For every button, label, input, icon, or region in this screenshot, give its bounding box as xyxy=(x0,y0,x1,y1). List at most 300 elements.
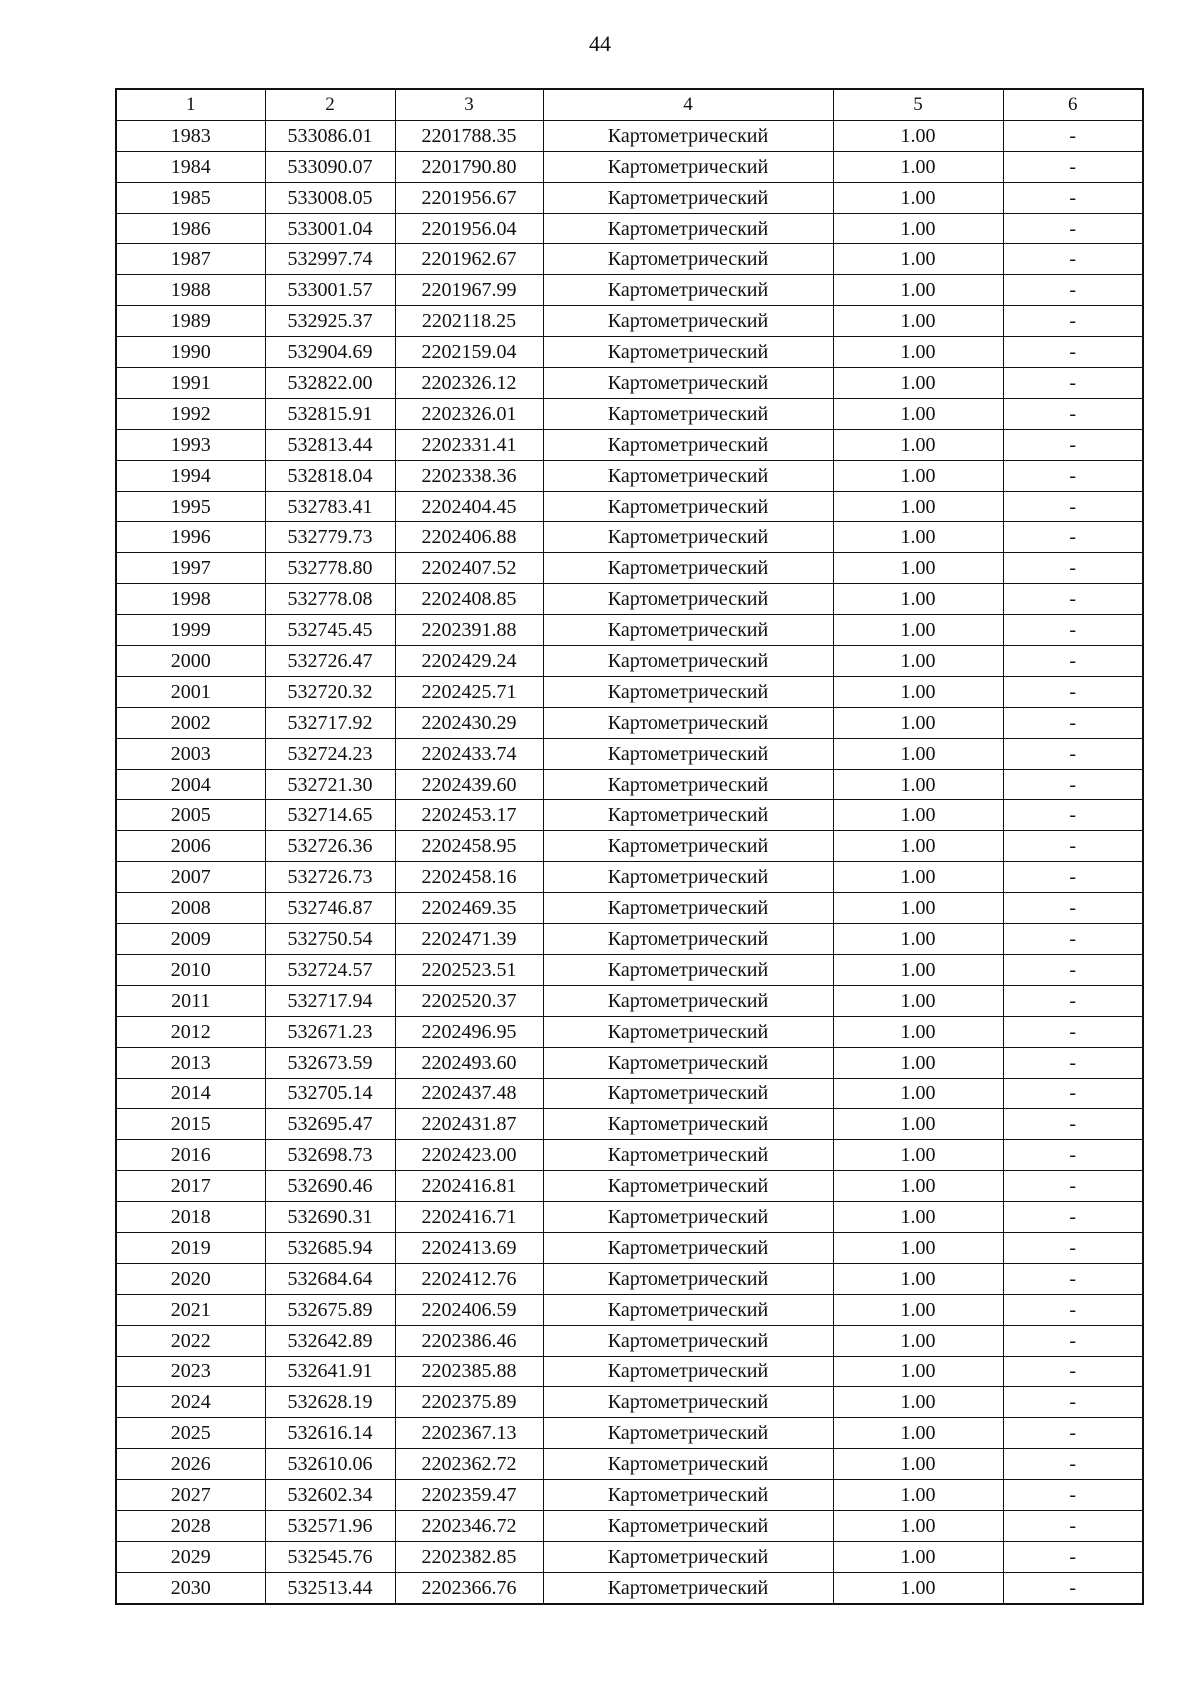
table-row xyxy=(116,275,1143,306)
accuracy-cell: 1.00 xyxy=(833,1449,1003,1480)
table-row xyxy=(116,429,1143,460)
point-number-cell: 2011 xyxy=(116,985,265,1016)
point-number-cell: 2005 xyxy=(116,800,265,831)
point-number-cell: 2009 xyxy=(116,924,265,955)
method-cell: Картометрический xyxy=(543,275,833,306)
table-row xyxy=(116,1263,1143,1294)
accuracy-cell: 1.00 xyxy=(833,646,1003,677)
x-coordinate-cell: 532904.69 xyxy=(265,337,395,368)
note-cell: - xyxy=(1003,1510,1143,1541)
note-cell: - xyxy=(1003,244,1143,275)
note-cell: - xyxy=(1003,676,1143,707)
y-coordinate-cell: 2202326.12 xyxy=(395,368,543,399)
x-coordinate-cell: 532815.91 xyxy=(265,398,395,429)
point-number-cell: 2019 xyxy=(116,1232,265,1263)
note-cell: - xyxy=(1003,120,1143,151)
y-coordinate-cell: 2202496.95 xyxy=(395,1016,543,1047)
x-coordinate-cell: 532690.31 xyxy=(265,1202,395,1233)
table-row xyxy=(116,368,1143,399)
note-cell: - xyxy=(1003,1078,1143,1109)
table-row xyxy=(116,1202,1143,1233)
y-coordinate-cell: 2202391.88 xyxy=(395,615,543,646)
table-row xyxy=(116,1232,1143,1263)
table-row xyxy=(116,615,1143,646)
table-row xyxy=(116,831,1143,862)
y-coordinate-cell: 2202382.85 xyxy=(395,1541,543,1572)
note-cell: - xyxy=(1003,1418,1143,1449)
x-coordinate-cell: 532616.14 xyxy=(265,1418,395,1449)
accuracy-cell: 1.00 xyxy=(833,337,1003,368)
accuracy-cell: 1.00 xyxy=(833,1016,1003,1047)
accuracy-cell: 1.00 xyxy=(833,584,1003,615)
table-row xyxy=(116,120,1143,151)
y-coordinate-cell: 2202331.41 xyxy=(395,429,543,460)
table-row xyxy=(116,398,1143,429)
method-cell: Картометрический xyxy=(543,862,833,893)
y-coordinate-cell: 2201790.80 xyxy=(395,151,543,182)
point-number-cell: 2024 xyxy=(116,1387,265,1418)
note-cell: - xyxy=(1003,985,1143,1016)
method-cell: Картометрический xyxy=(543,553,833,584)
x-coordinate-cell: 532671.23 xyxy=(265,1016,395,1047)
y-coordinate-cell: 2202367.13 xyxy=(395,1418,543,1449)
accuracy-cell: 1.00 xyxy=(833,1140,1003,1171)
y-coordinate-cell: 2202413.69 xyxy=(395,1232,543,1263)
x-coordinate-cell: 532997.74 xyxy=(265,244,395,275)
method-cell: Картометрический xyxy=(543,615,833,646)
accuracy-cell: 1.00 xyxy=(833,522,1003,553)
x-coordinate-cell: 532745.45 xyxy=(265,615,395,646)
point-number-cell: 1989 xyxy=(116,306,265,337)
y-coordinate-cell: 2202431.87 xyxy=(395,1109,543,1140)
table-header-row xyxy=(116,89,1143,120)
method-cell: Картометрический xyxy=(543,738,833,769)
accuracy-cell: 1.00 xyxy=(833,1418,1003,1449)
point-number-cell: 2028 xyxy=(116,1510,265,1541)
point-number-cell: 2021 xyxy=(116,1294,265,1325)
method-cell: Картометрический xyxy=(543,769,833,800)
y-coordinate-cell: 2202366.76 xyxy=(395,1572,543,1603)
accuracy-cell: 1.00 xyxy=(833,924,1003,955)
method-cell: Картометрический xyxy=(543,831,833,862)
method-cell: Картометрический xyxy=(543,213,833,244)
method-cell: Картометрический xyxy=(543,1387,833,1418)
point-number-cell: 2020 xyxy=(116,1263,265,1294)
y-coordinate-cell: 2202493.60 xyxy=(395,1047,543,1078)
accuracy-cell: 1.00 xyxy=(833,151,1003,182)
table-row xyxy=(116,676,1143,707)
note-cell: - xyxy=(1003,615,1143,646)
note-cell: - xyxy=(1003,182,1143,213)
method-cell: Картометрический xyxy=(543,368,833,399)
x-coordinate-cell: 532724.57 xyxy=(265,954,395,985)
method-cell: Картометрический xyxy=(543,1078,833,1109)
table-row xyxy=(116,1356,1143,1387)
x-coordinate-cell: 532717.94 xyxy=(265,985,395,1016)
accuracy-cell: 1.00 xyxy=(833,398,1003,429)
point-number-cell: 2007 xyxy=(116,862,265,893)
point-number-cell: 1983 xyxy=(116,120,265,151)
method-cell: Картометрический xyxy=(543,491,833,522)
point-number-cell: 1988 xyxy=(116,275,265,306)
column-header: 6 xyxy=(1003,89,1143,120)
method-cell: Картометрический xyxy=(543,522,833,553)
accuracy-cell: 1.00 xyxy=(833,368,1003,399)
x-coordinate-cell: 532690.46 xyxy=(265,1171,395,1202)
point-number-cell: 2027 xyxy=(116,1480,265,1511)
y-coordinate-cell: 2202416.71 xyxy=(395,1202,543,1233)
table-row xyxy=(116,738,1143,769)
accuracy-cell: 1.00 xyxy=(833,1356,1003,1387)
y-coordinate-cell: 2202429.24 xyxy=(395,646,543,677)
method-cell: Картометрический xyxy=(543,1541,833,1572)
y-coordinate-cell: 2202458.16 xyxy=(395,862,543,893)
point-number-cell: 2022 xyxy=(116,1325,265,1356)
y-coordinate-cell: 2202338.36 xyxy=(395,460,543,491)
x-coordinate-cell: 532726.73 xyxy=(265,862,395,893)
y-coordinate-cell: 2201967.99 xyxy=(395,275,543,306)
note-cell: - xyxy=(1003,1047,1143,1078)
x-coordinate-cell: 532695.47 xyxy=(265,1109,395,1140)
x-coordinate-cell: 532571.96 xyxy=(265,1510,395,1541)
point-number-cell: 1999 xyxy=(116,615,265,646)
accuracy-cell: 1.00 xyxy=(833,831,1003,862)
y-coordinate-cell: 2202471.39 xyxy=(395,924,543,955)
table-row xyxy=(116,769,1143,800)
y-coordinate-cell: 2202523.51 xyxy=(395,954,543,985)
note-cell: - xyxy=(1003,553,1143,584)
y-coordinate-cell: 2202386.46 xyxy=(395,1325,543,1356)
table-row xyxy=(116,1294,1143,1325)
x-coordinate-cell: 532818.04 xyxy=(265,460,395,491)
method-cell: Картометрический xyxy=(543,893,833,924)
accuracy-cell: 1.00 xyxy=(833,213,1003,244)
y-coordinate-cell: 2202425.71 xyxy=(395,676,543,707)
x-coordinate-cell: 532641.91 xyxy=(265,1356,395,1387)
note-cell: - xyxy=(1003,1572,1143,1603)
column-header: 1 xyxy=(116,89,265,120)
accuracy-cell: 1.00 xyxy=(833,491,1003,522)
x-coordinate-cell: 532721.30 xyxy=(265,769,395,800)
accuracy-cell: 1.00 xyxy=(833,1232,1003,1263)
accuracy-cell: 1.00 xyxy=(833,460,1003,491)
note-cell: - xyxy=(1003,213,1143,244)
table-row xyxy=(116,1109,1143,1140)
point-number-cell: 1984 xyxy=(116,151,265,182)
accuracy-cell: 1.00 xyxy=(833,182,1003,213)
table-row xyxy=(116,584,1143,615)
note-cell: - xyxy=(1003,1294,1143,1325)
table-row xyxy=(116,1325,1143,1356)
table-row xyxy=(116,1418,1143,1449)
method-cell: Картометрический xyxy=(543,244,833,275)
point-number-cell: 2002 xyxy=(116,707,265,738)
table-row xyxy=(116,244,1143,275)
x-coordinate-cell: 532726.36 xyxy=(265,831,395,862)
y-coordinate-cell: 2201788.35 xyxy=(395,120,543,151)
point-number-cell: 2023 xyxy=(116,1356,265,1387)
note-cell: - xyxy=(1003,1140,1143,1171)
table-row xyxy=(116,862,1143,893)
x-coordinate-cell: 532778.08 xyxy=(265,584,395,615)
y-coordinate-cell: 2202453.17 xyxy=(395,800,543,831)
x-coordinate-cell: 533090.07 xyxy=(265,151,395,182)
table-row xyxy=(116,1016,1143,1047)
x-coordinate-cell: 532779.73 xyxy=(265,522,395,553)
method-cell: Картометрический xyxy=(543,1047,833,1078)
table-row xyxy=(116,1140,1143,1171)
note-cell: - xyxy=(1003,491,1143,522)
x-coordinate-cell: 532698.73 xyxy=(265,1140,395,1171)
y-coordinate-cell: 2202375.89 xyxy=(395,1387,543,1418)
table-row xyxy=(116,182,1143,213)
accuracy-cell: 1.00 xyxy=(833,120,1003,151)
accuracy-cell: 1.00 xyxy=(833,553,1003,584)
accuracy-cell: 1.00 xyxy=(833,1294,1003,1325)
x-coordinate-cell: 533008.05 xyxy=(265,182,395,213)
method-cell: Картометрический xyxy=(543,1325,833,1356)
note-cell: - xyxy=(1003,1356,1143,1387)
point-number-cell: 2013 xyxy=(116,1047,265,1078)
y-coordinate-cell: 2202406.88 xyxy=(395,522,543,553)
note-cell: - xyxy=(1003,831,1143,862)
note-cell: - xyxy=(1003,893,1143,924)
accuracy-cell: 1.00 xyxy=(833,275,1003,306)
note-cell: - xyxy=(1003,738,1143,769)
y-coordinate-cell: 2202423.00 xyxy=(395,1140,543,1171)
table-row xyxy=(116,1480,1143,1511)
table-body xyxy=(116,120,1143,1603)
accuracy-cell: 1.00 xyxy=(833,615,1003,646)
y-coordinate-cell: 2202346.72 xyxy=(395,1510,543,1541)
method-cell: Картометрический xyxy=(543,1510,833,1541)
accuracy-cell: 1.00 xyxy=(833,429,1003,460)
accuracy-cell: 1.00 xyxy=(833,1387,1003,1418)
table-row xyxy=(116,985,1143,1016)
x-coordinate-cell: 533001.04 xyxy=(265,213,395,244)
method-cell: Картометрический xyxy=(543,1140,833,1171)
column-header: 5 xyxy=(833,89,1003,120)
column-header: 2 xyxy=(265,89,395,120)
x-coordinate-cell: 532813.44 xyxy=(265,429,395,460)
point-number-cell: 1985 xyxy=(116,182,265,213)
x-coordinate-cell: 532724.23 xyxy=(265,738,395,769)
accuracy-cell: 1.00 xyxy=(833,707,1003,738)
table-row xyxy=(116,646,1143,677)
point-number-cell: 2000 xyxy=(116,646,265,677)
method-cell: Картометрический xyxy=(543,1109,833,1140)
y-coordinate-cell: 2202407.52 xyxy=(395,553,543,584)
column-header: 4 xyxy=(543,89,833,120)
y-coordinate-cell: 2202416.81 xyxy=(395,1171,543,1202)
table-row xyxy=(116,800,1143,831)
point-number-cell: 2018 xyxy=(116,1202,265,1233)
x-coordinate-cell: 532705.14 xyxy=(265,1078,395,1109)
table-row xyxy=(116,1541,1143,1572)
note-cell: - xyxy=(1003,1449,1143,1480)
note-cell: - xyxy=(1003,584,1143,615)
note-cell: - xyxy=(1003,707,1143,738)
note-cell: - xyxy=(1003,1541,1143,1572)
accuracy-cell: 1.00 xyxy=(833,244,1003,275)
x-coordinate-cell: 532628.19 xyxy=(265,1387,395,1418)
table-row xyxy=(116,1078,1143,1109)
y-coordinate-cell: 2202404.45 xyxy=(395,491,543,522)
method-cell: Картометрический xyxy=(543,1356,833,1387)
note-cell: - xyxy=(1003,1263,1143,1294)
accuracy-cell: 1.00 xyxy=(833,954,1003,985)
method-cell: Картометрический xyxy=(543,337,833,368)
method-cell: Картометрический xyxy=(543,954,833,985)
accuracy-cell: 1.00 xyxy=(833,862,1003,893)
method-cell: Картометрический xyxy=(543,1294,833,1325)
y-coordinate-cell: 2202469.35 xyxy=(395,893,543,924)
note-cell: - xyxy=(1003,1387,1143,1418)
method-cell: Картометрический xyxy=(543,1171,833,1202)
point-number-cell: 1993 xyxy=(116,429,265,460)
point-number-cell: 2015 xyxy=(116,1109,265,1140)
y-coordinate-cell: 2202437.48 xyxy=(395,1078,543,1109)
point-number-cell: 1992 xyxy=(116,398,265,429)
table-row xyxy=(116,306,1143,337)
note-cell: - xyxy=(1003,646,1143,677)
accuracy-cell: 1.00 xyxy=(833,1263,1003,1294)
x-coordinate-cell: 532685.94 xyxy=(265,1232,395,1263)
method-cell: Картометрический xyxy=(543,398,833,429)
table-row xyxy=(116,1387,1143,1418)
x-coordinate-cell: 532720.32 xyxy=(265,676,395,707)
y-coordinate-cell: 2202326.01 xyxy=(395,398,543,429)
accuracy-cell: 1.00 xyxy=(833,1171,1003,1202)
table-row xyxy=(116,1047,1143,1078)
coordinates-table xyxy=(115,88,1144,1605)
table-row xyxy=(116,924,1143,955)
table-row xyxy=(116,1572,1143,1603)
method-cell: Картометрический xyxy=(543,306,833,337)
note-cell: - xyxy=(1003,1480,1143,1511)
table-row xyxy=(116,491,1143,522)
y-coordinate-cell: 2202430.29 xyxy=(395,707,543,738)
accuracy-cell: 1.00 xyxy=(833,985,1003,1016)
method-cell: Картометрический xyxy=(543,1572,833,1603)
note-cell: - xyxy=(1003,522,1143,553)
y-coordinate-cell: 2202439.60 xyxy=(395,769,543,800)
column-header: 3 xyxy=(395,89,543,120)
point-number-cell: 2010 xyxy=(116,954,265,985)
method-cell: Картометрический xyxy=(543,1232,833,1263)
accuracy-cell: 1.00 xyxy=(833,1202,1003,1233)
method-cell: Картометрический xyxy=(543,1016,833,1047)
method-cell: Картометрический xyxy=(543,584,833,615)
table-row xyxy=(116,151,1143,182)
y-coordinate-cell: 2201962.67 xyxy=(395,244,543,275)
note-cell: - xyxy=(1003,460,1143,491)
point-number-cell: 1995 xyxy=(116,491,265,522)
point-number-cell: 1987 xyxy=(116,244,265,275)
accuracy-cell: 1.00 xyxy=(833,800,1003,831)
note-cell: - xyxy=(1003,1202,1143,1233)
point-number-cell: 1991 xyxy=(116,368,265,399)
accuracy-cell: 1.00 xyxy=(833,1480,1003,1511)
y-coordinate-cell: 2202362.72 xyxy=(395,1449,543,1480)
method-cell: Картометрический xyxy=(543,1263,833,1294)
x-coordinate-cell: 532673.59 xyxy=(265,1047,395,1078)
method-cell: Картометрический xyxy=(543,182,833,213)
point-number-cell: 1986 xyxy=(116,213,265,244)
method-cell: Картометрический xyxy=(543,460,833,491)
y-coordinate-cell: 2202359.47 xyxy=(395,1480,543,1511)
method-cell: Картометрический xyxy=(543,151,833,182)
method-cell: Картометрический xyxy=(543,646,833,677)
method-cell: Картометрический xyxy=(543,1418,833,1449)
x-coordinate-cell: 532726.47 xyxy=(265,646,395,677)
table-row xyxy=(116,213,1143,244)
point-number-cell: 1994 xyxy=(116,460,265,491)
point-number-cell: 2012 xyxy=(116,1016,265,1047)
accuracy-cell: 1.00 xyxy=(833,1078,1003,1109)
y-coordinate-cell: 2202458.95 xyxy=(395,831,543,862)
accuracy-cell: 1.00 xyxy=(833,1572,1003,1603)
table-row xyxy=(116,1171,1143,1202)
page-number: 44 xyxy=(589,31,611,56)
note-cell: - xyxy=(1003,151,1143,182)
table-row xyxy=(116,893,1143,924)
method-cell: Картометрический xyxy=(543,800,833,831)
x-coordinate-cell: 532925.37 xyxy=(265,306,395,337)
y-coordinate-cell: 2201956.67 xyxy=(395,182,543,213)
point-number-cell: 2014 xyxy=(116,1078,265,1109)
x-coordinate-cell: 532684.64 xyxy=(265,1263,395,1294)
accuracy-cell: 1.00 xyxy=(833,1047,1003,1078)
note-cell: - xyxy=(1003,862,1143,893)
method-cell: Картометрический xyxy=(543,707,833,738)
point-number-cell: 2008 xyxy=(116,893,265,924)
y-coordinate-cell: 2202118.25 xyxy=(395,306,543,337)
note-cell: - xyxy=(1003,275,1143,306)
method-cell: Картометрический xyxy=(543,1202,833,1233)
accuracy-cell: 1.00 xyxy=(833,306,1003,337)
point-number-cell: 2006 xyxy=(116,831,265,862)
y-coordinate-cell: 2202412.76 xyxy=(395,1263,543,1294)
x-coordinate-cell: 533086.01 xyxy=(265,120,395,151)
note-cell: - xyxy=(1003,1109,1143,1140)
x-coordinate-cell: 532610.06 xyxy=(265,1449,395,1480)
x-coordinate-cell: 532602.34 xyxy=(265,1480,395,1511)
x-coordinate-cell: 532714.65 xyxy=(265,800,395,831)
note-cell: - xyxy=(1003,1016,1143,1047)
point-number-cell: 2004 xyxy=(116,769,265,800)
x-coordinate-cell: 532642.89 xyxy=(265,1325,395,1356)
y-coordinate-cell: 2202408.85 xyxy=(395,584,543,615)
x-coordinate-cell: 532545.76 xyxy=(265,1541,395,1572)
table-row xyxy=(116,553,1143,584)
note-cell: - xyxy=(1003,398,1143,429)
table-row xyxy=(116,460,1143,491)
accuracy-cell: 1.00 xyxy=(833,1541,1003,1572)
method-cell: Картометрический xyxy=(543,676,833,707)
table-row xyxy=(116,954,1143,985)
x-coordinate-cell: 532750.54 xyxy=(265,924,395,955)
note-cell: - xyxy=(1003,368,1143,399)
point-number-cell: 1990 xyxy=(116,337,265,368)
x-coordinate-cell: 532746.87 xyxy=(265,893,395,924)
x-coordinate-cell: 532717.92 xyxy=(265,707,395,738)
x-coordinate-cell: 532783.41 xyxy=(265,491,395,522)
note-cell: - xyxy=(1003,924,1143,955)
y-coordinate-cell: 2202385.88 xyxy=(395,1356,543,1387)
point-number-cell: 2017 xyxy=(116,1171,265,1202)
point-number-cell: 1997 xyxy=(116,553,265,584)
